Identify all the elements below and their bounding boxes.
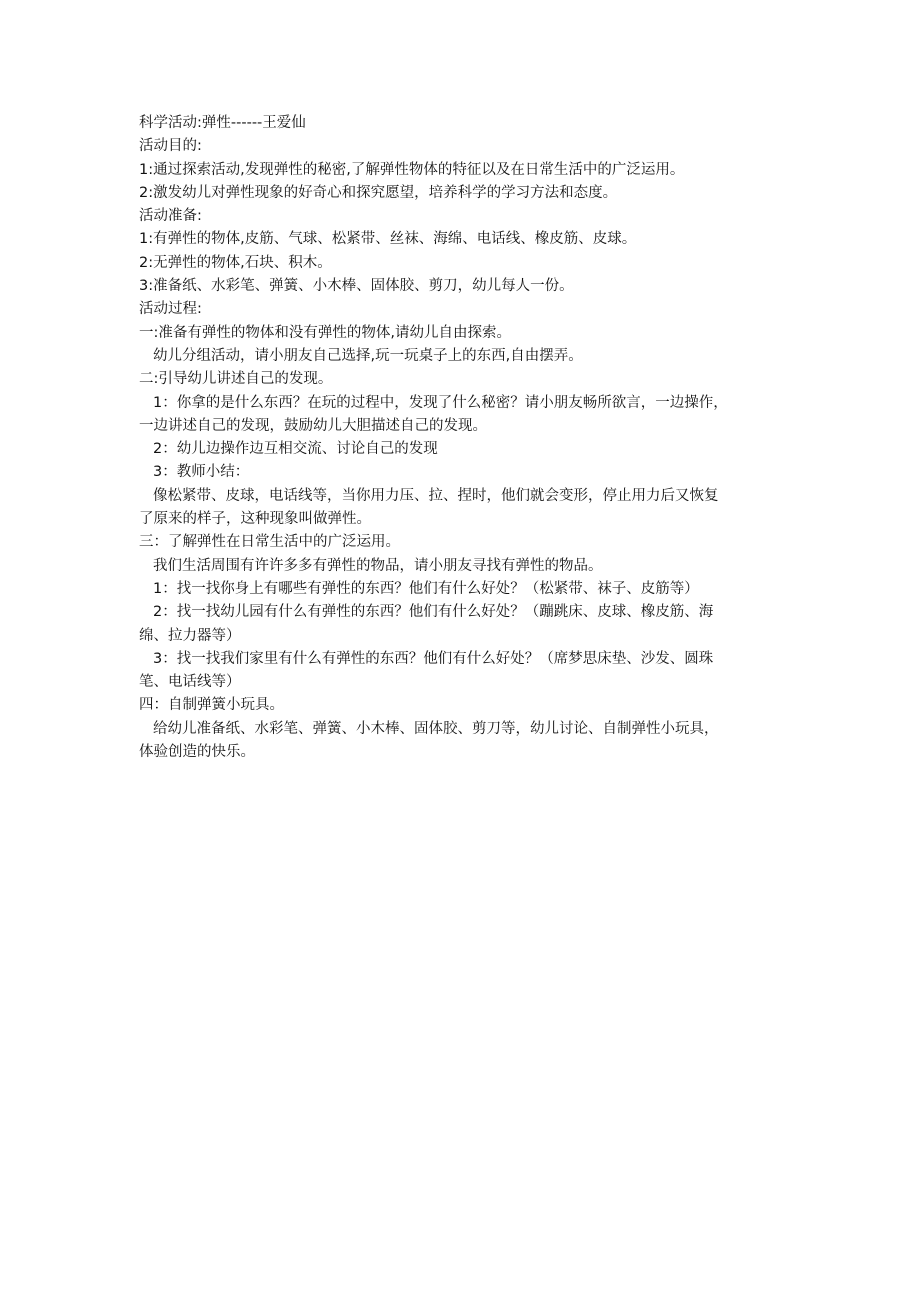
step3-item2-line1: 2：找一找幼儿园有什么有弹性的东西？他们有什么好处？（蹦跳床、皮球、橡皮筋、海 <box>153 604 714 621</box>
prep-item: 2:无弹性的物体,石块、积木。 <box>139 254 332 271</box>
step4-text-line1: 给幼儿准备纸、水彩笔、弹簧、小木棒、固体胶、剪刀等，幼儿讨论、自制弹性小玩具， <box>153 720 719 737</box>
document-body <box>139 112 799 764</box>
process-heading: 活动过程: <box>139 301 202 318</box>
prep-item: 1:有弹性的物体,皮筋、气球、松紧带、丝袜、海绵、电话线、橡皮筋、皮球。 <box>139 231 637 248</box>
step3-item1: 1：找一找你身上有哪些有弹性的东西？他们有什么好处？（松紧带、袜子、皮筋等） <box>153 580 699 597</box>
step4-heading: 四：自制弹簧小玩具。 <box>139 697 284 714</box>
goal-item: 2:激发幼儿对弹性现象的好奇心和探究愿望，培养科学的学习方法和态度。 <box>139 184 618 201</box>
goals-heading: 活动目的: <box>139 138 202 155</box>
prep-heading: 活动准备: <box>139 208 202 225</box>
step2-item2: 2：幼儿边操作边互相交流、讨论自己的发现 <box>153 441 438 458</box>
goal-item: 1:通过探索活动,发现弹性的秘密,了解弹性物体的特征以及在日常生活中的广泛运用。 <box>139 161 685 178</box>
step2-item1-line2: 一边讲述自己的发现，鼓励幼儿大胆描述自己的发现。 <box>139 417 487 434</box>
step2-summary-line2: 了原来的样子，这种现象叫做弹性。 <box>139 511 371 528</box>
step2-summary-line1: 像松紧带、皮球，电话线等，当你用力压、拉、捏时，他们就会变形，停止用力后又恢复 <box>153 487 719 504</box>
step3-item3-line1: 3：找一找我们家里有什么有弹性的东西？他们有什么好处？（席梦思床垫、沙发、圆珠 <box>153 650 714 667</box>
step3-item3-line2: 笔、电话线等） <box>139 674 241 691</box>
document-title: 科学活动:弹性------王爱仙 <box>139 115 306 131</box>
step2-heading: 二:引导幼儿讲述自己的发现。 <box>139 371 333 388</box>
step4-text-line2: 体验创造的快乐。 <box>139 744 255 761</box>
step2-item1-line1: 1：你拿的是什么东西？在玩的过程中，发现了什么秘密？请小朋友畅所欲言，一边操作， <box>153 394 728 411</box>
step3-intro: 我们生活周围有许许多多有弹性的物品，请小朋友寻找有弹性的物品。 <box>153 557 603 574</box>
prep-item: 3:准备纸、水彩笔、弹簧、小木棒、固体胶、剪刀，幼儿每人一份。 <box>139 278 574 295</box>
step1-heading: 一:准备有弹性的物体和没有弹性的物体,请幼儿自由探索。 <box>139 324 511 341</box>
step3-item2-line2: 绵、拉力器等） <box>139 627 241 644</box>
step2-item3: 3：教师小结： <box>153 464 250 481</box>
step3-heading: 三：了解弹性在日常生活中的广泛运用。 <box>139 534 400 551</box>
step1-text: 幼儿分组活动，请小朋友自己选择,玩一玩桌子上的东西,自由摆弄。 <box>153 347 583 364</box>
